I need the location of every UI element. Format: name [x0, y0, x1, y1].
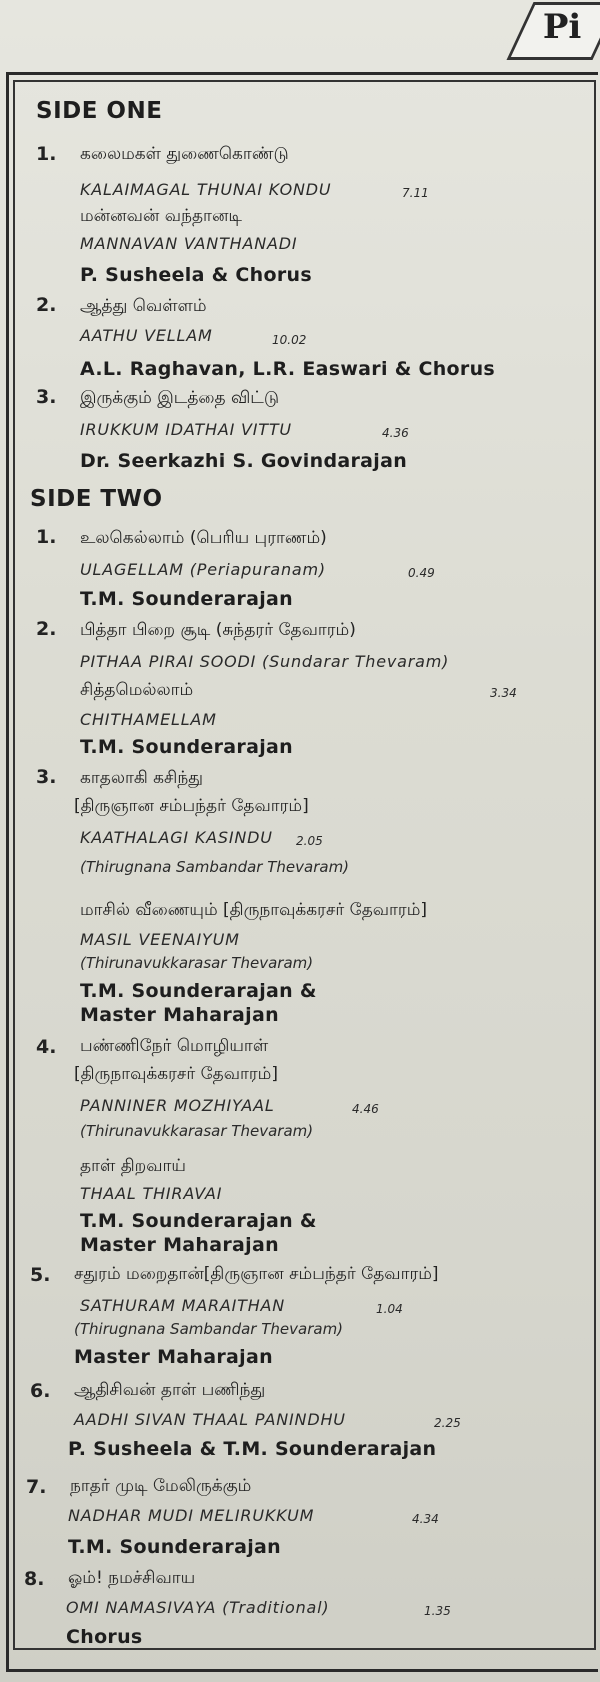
track-artist: T.M. Sounderarajan &: [80, 980, 317, 1002]
track-title-tamil: ஆத்து வெள்ளம்: [80, 296, 207, 316]
track-title-tamil-2: மாசில் வீணையும் [திருநாவுக்கரசர் தேவாரம்]: [80, 900, 428, 920]
track-number: 3.: [36, 386, 57, 408]
track-title-tamil: காதலாகி கசிந்து: [80, 768, 203, 788]
track-number: 7.: [26, 1476, 47, 1498]
track-duration: 1.35: [424, 1604, 451, 1618]
track-title-tamil: ஓம்! நமச்சிவாய: [68, 1568, 196, 1588]
track-title-tamil-sub: [திருநாவுக்கரசர் தேவாரம்]: [74, 1064, 278, 1084]
track-title: ULAGELLAM (Periapuranam): [80, 560, 326, 579]
track-number: 2.: [36, 618, 57, 640]
track-title-2: CHITHAMELLAM: [80, 710, 217, 729]
track-subtitle: (Thirunavukkarasar Thevaram): [80, 1122, 314, 1140]
track-subtitle-2: (Thirunavukkarasar Thevaram): [80, 954, 314, 972]
track-title-tamil-2: தாள் திறவாய்: [80, 1156, 186, 1176]
track-duration: 7.11: [402, 186, 429, 200]
track-duration: 4.46: [352, 1102, 379, 1116]
track-title: AADHI SIVAN THAAL PANINDHU: [74, 1410, 346, 1429]
track-artist: A.L. Raghavan, L.R. Easwari & Chorus: [80, 358, 496, 380]
track-title-tamil: இருக்கும் இடத்தை விட்டு: [80, 388, 280, 408]
track-title: AATHU VELLAM: [80, 326, 213, 345]
track-artist-2: Master Maharajan: [80, 1234, 279, 1256]
track-number: 8.: [24, 1568, 45, 1590]
track-title-2: MASIL VEENAIYUM: [80, 930, 240, 949]
track-title-tamil: கலைமகள் துணைகொண்டு: [80, 144, 289, 164]
track-title: KAATHALAGI KASINDU: [80, 828, 273, 847]
track-number: 6.: [30, 1380, 51, 1402]
track-title: OMI NAMASIVAYA (Traditional): [66, 1598, 330, 1617]
track-subtitle: (Thirugnana Sambandar Thevaram): [80, 858, 350, 876]
track-title: PANNINER MOZHIYAAL: [80, 1096, 275, 1115]
track-duration: 10.02: [272, 333, 307, 347]
track-title-tamil: பித்தா பிறை சூடி (சுந்தரர் தேவாரம்): [80, 620, 356, 640]
track-title-tamil: சதுரம் மறைதான்[திருஞான சம்பந்தர் தேவாரம்]: [74, 1264, 439, 1284]
track-duration: 2.05: [296, 834, 323, 848]
track-artist: T.M. Sounderarajan: [80, 736, 293, 758]
track-artist: T.M. Sounderarajan: [68, 1536, 281, 1558]
track-artist: P. Susheela & Chorus: [80, 264, 312, 286]
track-duration: 4.36: [382, 426, 409, 440]
track-artist: P. Susheela & T.M. Sounderarajan: [68, 1438, 437, 1460]
track-artist: T.M. Sounderarajan: [80, 588, 293, 610]
track-artist: T.M. Sounderarajan &: [80, 1210, 317, 1232]
track-title: KALAIMAGAL THUNAI KONDU: [80, 180, 332, 199]
track-number: 4.: [36, 1036, 57, 1058]
side-two-heading: SIDE TWO: [30, 486, 163, 512]
logo-text: Pi: [542, 7, 582, 47]
track-title-tamil: நாதர் முடி மேலிருக்கும்: [70, 1476, 252, 1496]
track-artist-2: Master Maharajan: [80, 1004, 279, 1026]
track-artist: Dr. Seerkazhi S. Govindarajan: [80, 450, 408, 472]
track-title-tamil: பண்ணிநேர் மொழியாள்: [80, 1036, 269, 1056]
track-title-tamil: உலகெல்லாம் (பெரிய புராணம்): [80, 528, 327, 548]
track-duration: 4.34: [412, 1512, 439, 1526]
track-number: 5.: [30, 1264, 51, 1286]
track-number: 3.: [36, 766, 57, 788]
track-title-2: THAAL THIRAVAI: [80, 1184, 223, 1203]
track-title-tamil: ஆதிசிவன் தாள் பணிந்து: [74, 1380, 266, 1400]
track-title-tamil-2: மன்னவன் வந்தானடி: [80, 206, 242, 226]
track-title-tamil-2: சித்தமெல்லாம்: [80, 680, 194, 700]
track-artist: Chorus: [66, 1626, 143, 1648]
track-title: PITHAA PIRAI SOODI (Sundarar Thevaram): [80, 652, 450, 671]
track-duration: 3.34: [490, 686, 517, 700]
track-number: 2.: [36, 294, 57, 316]
track-title: SATHURAM MARAITHAN: [80, 1296, 286, 1315]
track-title-2: MANNAVAN VANTHANADI: [80, 234, 298, 253]
track-subtitle: (Thirugnana Sambandar Thevaram): [74, 1320, 344, 1338]
track-title: IRUKKUM IDATHAI VITTU: [80, 420, 292, 439]
track-duration: 2.25: [434, 1416, 461, 1430]
side-one-heading: SIDE ONE: [36, 98, 163, 124]
track-number: 1.: [36, 143, 57, 165]
track-duration: 0.49: [408, 566, 435, 580]
track-duration: 1.04: [376, 1302, 403, 1316]
track-title-tamil-sub: [திருஞான சம்பந்தர் தேவாரம்]: [74, 796, 309, 816]
track-artist: Master Maharajan: [74, 1346, 273, 1368]
track-title: NADHAR MUDI MELIRUKKUM: [68, 1506, 315, 1525]
track-number: 1.: [36, 526, 57, 548]
